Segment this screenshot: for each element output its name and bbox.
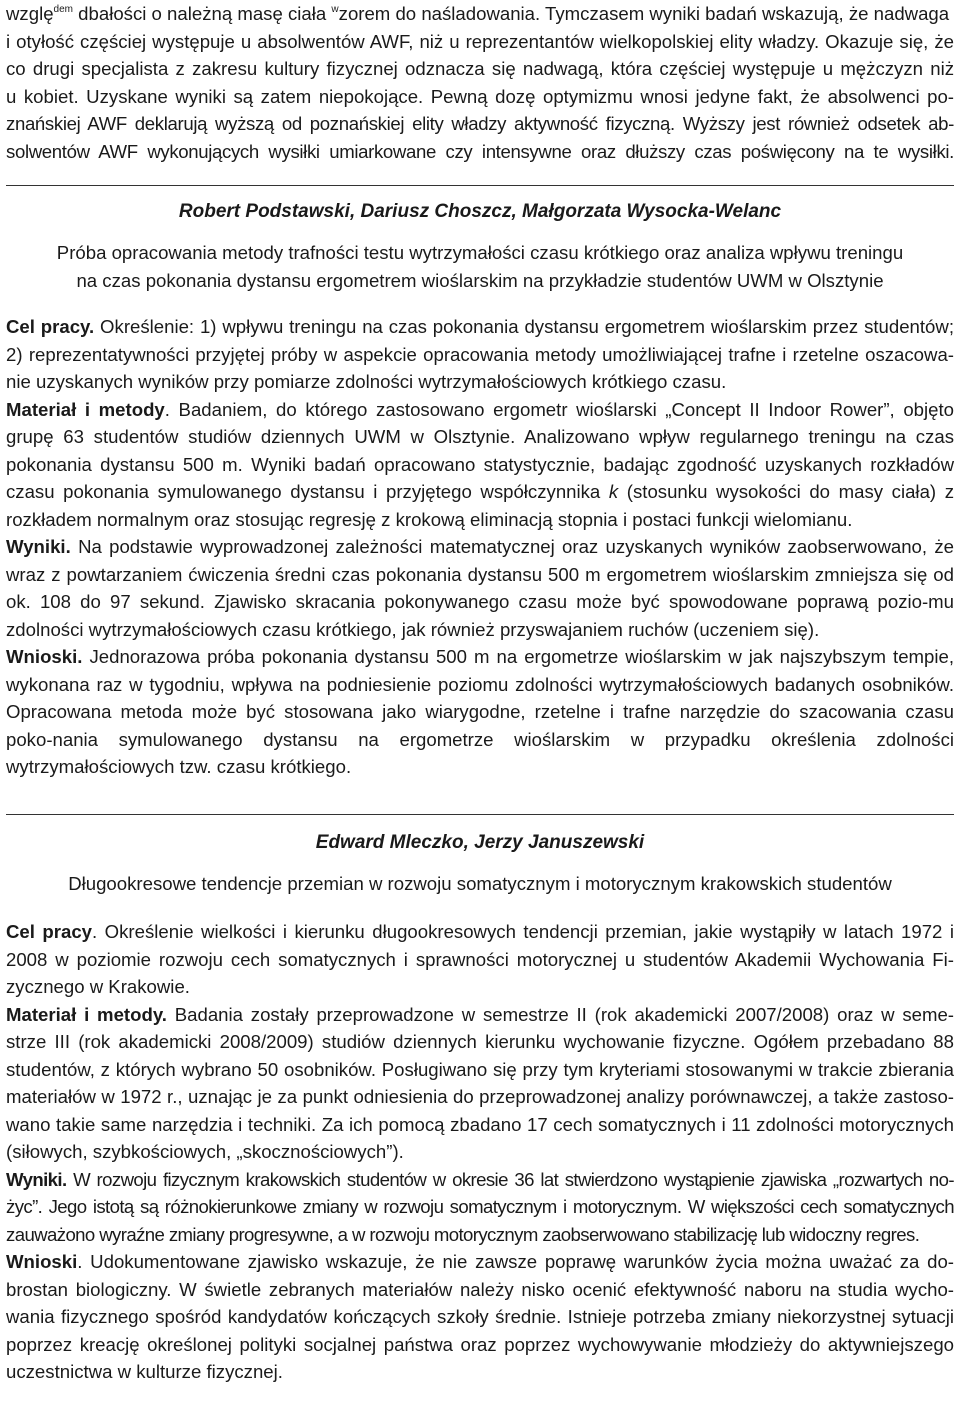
intro-line-5: znańskiej AWF deklarują wyższą od poznańskiej elity władzy aktywność fizyczną. Wyższy jest również odsetek ab- xyxy=(6,113,954,134)
aim-label: Cel pracy xyxy=(6,921,93,942)
conclusions-section xyxy=(6,643,954,781)
intro-text: wzglę xyxy=(6,3,54,24)
intro-text: zorem do naśladowania. Tymczasem wyniki badań wskazują, że nadwaga xyxy=(338,3,950,24)
aim-label: Cel pracy. xyxy=(6,316,95,337)
results-text: W rozwoju fizycznym krakowskich studentów w okresie 36 lat stwierdzono wystąpienie zjawiska „rozwartych no-życ”. Jego istotą są różnokierunkowe zmiany w rozwoju somatycznym i motorycznym. W większości cech somatycznych zauważono wyraźne zmiany progresywne, a w rozwoju motorycznym zaobserwowano stabilizację lub widoczny regres. xyxy=(6,1168,954,1245)
intro-line-6: solwentów AWF wykonujących wysiłki umiarkowane czy intensywne oraz dłuższy czas poświęcony na te wysiłki. xyxy=(6,140,954,162)
variable-k: k xyxy=(608,481,619,502)
intro-line-4: u kobiet. Uzyskane wyniki są zatem niepokojące. Pewną dozę optymizmu wnosi jedyne fakt, że absolwenci po- xyxy=(6,85,954,107)
abstract-title-line: na czas pokonania dystansu ergometrem wioślarskim na przykładzie studentów UWM w Olsztynie xyxy=(76,270,884,291)
superscript: dem xyxy=(53,3,73,15)
intro-line-2: i otyłość częściej występuje u absolwentów AWF, niż u reprezentantów wielkopolskiej elity władzy. Okazuje się, że xyxy=(6,30,954,52)
methods-label: Materiał i metody. xyxy=(6,1003,167,1025)
abstract-1 xyxy=(6,198,954,781)
aim-text: . Określenie wielkości i kierunku długookresowych tendencji przemian, jakie wystąpiły w latach 1972 i 2008 w poziomie rozwoju cech somatycznych i sprawności motorycznej u studentów Akademii Wychowania Fi-zycznego w Krakowie. xyxy=(6,921,954,997)
results-section xyxy=(6,1166,954,1249)
aim-text: Określenie: 1) wpływu treningu na czas pokonania dystansu ergometrem wioślarskim przez studentów; 2) reprezentatywności przyjętej próby w aspekcie opracowania metody umożliwiającej trafne i rzetelne oszacowa-nie uzyskanych wyników przy pomiarze zdolności wytrzymałościowych krótkiego czasu. xyxy=(6,316,954,392)
conclusions-text: Jednorazowa próba pokonania dystansu 500 m na ergometrze wioślarskim w jak najszybszym tempie, wykonana raz w tygodniu, wpływa na podniesienie poziomu zdolności wytrzymałościowych badanych osobników. Opracowana metoda może być stosowana jako wiarygodne, rzetelne i trafne narzędzie do szacowania czasu poko-nania symulowanego dystansu na ergometrze wioślarskim w przypadku określenia zdolności wytrzymałościowych tzw. czasu krótkiego. xyxy=(6,646,954,777)
results-section xyxy=(6,533,954,643)
results-label: Wyniki. xyxy=(6,536,71,557)
results-text: Na podstawie wyprowadzonej zależności matematycznej oraz uzyskanych wyników zaobserwowano, że wraz z powtarzaniem ćwiczenia średni czas pokonania dystansu 500 m ergometrem wioślarskim zmniejsza się od ok. 108 do 97 sekund. Zjawisko skracania pokonywanego czasu może być spowodowane poprawą pozio-mu zdolności wytrzymałościowych czasu krótkiego, jak również przyswajaniem ruchów (uczeniem się). xyxy=(6,536,954,640)
abstract-body xyxy=(6,918,954,1386)
methods-text: Badania zostały przeprowadzone w semestrze II (rok akademicki 2007/2008) oraz w seme-strze III (rok akademicki 2008/2009) studiów dziennych kierunku wychowanie fizyczne. Ogółem przebadano 88 studentów, z których wybrano 50 osobników. Posługiwano się przy tym kryteriami stosowanymi w trakcie zbierania materiałów w 1972 r., uznając je za punkt odniesienia do przeprowadzonej analizy porównawczej, a także zastoso-wano takie same narzędzia i techniki. Za ich pomocą zbadano 17 cech somatycznych i 11 zdolności motorycznych (siłowych, szybkościowych, „skocznościowych”). xyxy=(6,1003,954,1162)
intro-line-1 xyxy=(6,0,954,28)
aim-section xyxy=(6,918,954,1001)
intro-line-3: co drugi specjalista z zakresu kultury fizycznej odznacza się nadwagą, która częściej występuje u mężczyzn niż xyxy=(6,58,954,79)
section-divider xyxy=(6,814,954,815)
conclusions-section xyxy=(6,1248,954,1386)
abstract-2 xyxy=(6,829,954,1386)
methods-label: Materiał i metody xyxy=(6,398,165,420)
methods-section xyxy=(6,396,954,534)
abstract-title-line: Próba opracowania metody trafności testu wytrzymałości czasu krótkiego oraz analiza wpływu treningu xyxy=(56,242,904,263)
conclusions-label: Wnioski. xyxy=(6,646,83,667)
conclusions-label: Wnioski xyxy=(6,1251,78,1272)
results-label: Wyniki. xyxy=(6,1168,67,1190)
methods-text: (stosunku wysokości do masy ciała) z rozkładem normalnym oraz stosując regresję z krokową eliminacją stopnia i postaci funkcji wielomianu. xyxy=(6,481,955,530)
superscript: w xyxy=(331,3,339,15)
methods-text: . Badaniem, do którego zastosowano ergometr wioślarski „Concept II Indoor Rower”, objęto grupę 63 studentów studiów dziennych UWM w Olsztynie. Analizowano wpływ regularnego treningu na czas pokonania dystansu 500 m. Wyniki badań opracowano statystycznie, badając zgodność uzyskanych rozkładów czasu pokonania symulowanego dystansu i przyjętego współczynnika xyxy=(6,398,954,502)
abstract-authors: Robert Podstawski, Dariusz Choszcz, Małgorzata Wysocka-Welanc xyxy=(178,201,782,222)
section-divider xyxy=(6,185,954,186)
intro-paragraph xyxy=(6,0,954,165)
abstract-title: Długookresowe tendencje przemian w rozwoju somatycznym i motorycznym krakowskich studentów xyxy=(68,873,892,894)
abstract-authors: Edward Mleczko, Jerzy Januszewski xyxy=(315,832,645,853)
aim-section xyxy=(6,313,954,396)
methods-section xyxy=(6,1001,954,1166)
intro-text: dbałości o należną masę ciała xyxy=(73,3,332,24)
abstract-body xyxy=(6,313,954,781)
conclusions-text: . Udokumentowane zjawisko wskazuje, że nie zawsze poprawę warunków życia można uważać za do-brostan biologiczny. W świetle zebranych materiałów należy nisko ocenić efektywność naboru na studia wycho-wania fizycznego spośród kandydatów kończących szkoły średnie. Istnieje potrzeba zmiany niekorzystnej sytuacji poprzez kreację określonej polityki socjalnej państwa oraz poprzez wychowywanie młodzieży do aktywniejszego uczestnictwa w kulturze fizycznej. xyxy=(6,1251,954,1382)
abstract-title xyxy=(6,239,954,295)
